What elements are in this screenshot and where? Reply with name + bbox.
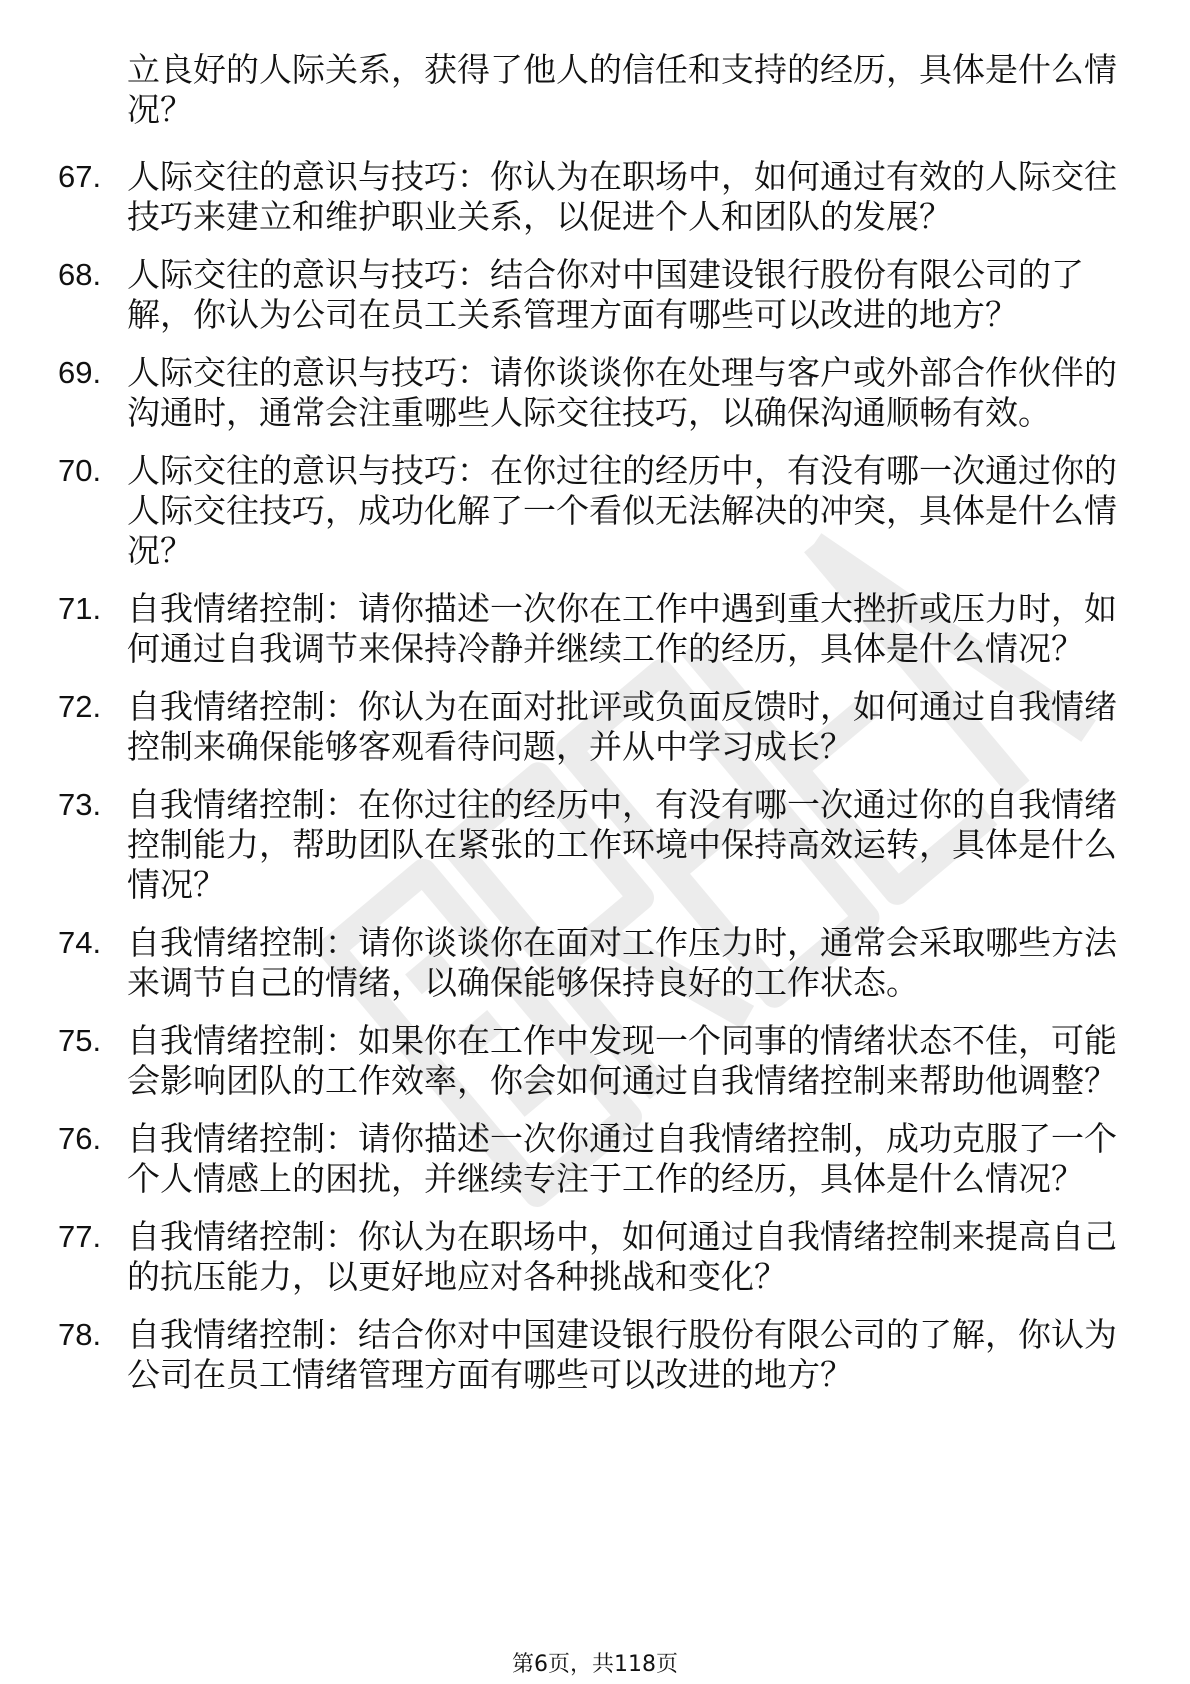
question-item [0, 1021, 1127, 1101]
question-text: 人际交往的意识与技巧：结合你对中国建设银行股份有限公司的了解，你认为公司在员工关系管理方面有哪些可以改进的地方？ [127, 255, 1084, 334]
question-item [0, 923, 1127, 1003]
question-text: 自我情绪控制：你认为在职场中，如何通过自我情绪控制来提高自己的抗压能力，以更好地应对各种挑战和变化？ [127, 1217, 1117, 1296]
question-text: 自我情绪控制：结合你对中国建设银行股份有限公司的了解，你认为公司在员工情绪管理方面有哪些可以改进的地方？ [127, 1315, 1117, 1394]
question-number: 78. [58, 1317, 102, 1352]
question-number: 70. [58, 453, 102, 488]
question-item [0, 785, 1127, 905]
question-item [0, 1119, 1127, 1199]
question-number: 71. [58, 591, 102, 626]
continued-question-text: 立良好的人际关系，获得了他人的信任和支持的经历，具体是什么情况？ [127, 50, 1117, 129]
question-text: 人际交往的意识与技巧：你认为在职场中，如何通过有效的人际交往技巧来建立和维护职业关系，以促进个人和团队的发展？ [127, 157, 1117, 236]
question-item [0, 1315, 1127, 1395]
question-item [0, 451, 1127, 571]
question-item [0, 589, 1127, 669]
question-item [0, 353, 1127, 433]
question-number: 69. [58, 355, 102, 390]
question-number: 75. [58, 1023, 102, 1058]
question-text: 自我情绪控制：请你谈谈你在面对工作压力时，通常会采取哪些方法来调节自己的情绪，以确保能够保持良好的工作状态。 [127, 923, 1117, 1002]
question-item [0, 255, 1127, 335]
question-number: 68. [58, 257, 102, 292]
question-item [0, 157, 1127, 237]
question-item [0, 687, 1127, 767]
question-text: 自我情绪控制：请你描述一次你通过自我情绪控制，成功克服了一个个人情感上的困扰，并继续专注于工作的经历，具体是什么情况？ [127, 1119, 1117, 1198]
question-text: 人际交往的意识与技巧：在你过往的经历中，有没有哪一次通过你的人际交往技巧，成功化解了一个看似无法解决的冲突，具体是什么情况？ [127, 451, 1117, 570]
question-text: 自我情绪控制：如果你在工作中发现一个同事的情绪状态不佳，可能会影响团队的工作效率，你会如何通过自我情绪控制来帮助他调整？ [127, 1021, 1117, 1100]
question-number: 72. [58, 689, 102, 724]
question-text: 自我情绪控制：在你过往的经历中，有没有哪一次通过你的自我情绪控制能力，帮助团队在紧张的工作环境中保持高效运转，具体是什么情况？ [127, 785, 1117, 904]
question-number: 67. [58, 159, 102, 194]
question-number: 77. [58, 1219, 102, 1254]
question-text: 人际交往的意识与技巧：请你谈谈你在处理与客户或外部合作伙伴的沟通时，通常会注重哪些人际交往技巧，以确保沟通顺畅有效。 [127, 353, 1117, 432]
question-text: 自我情绪控制：请你描述一次你在工作中遇到重大挫折或压力时，如何通过自我调节来保持冷静并继续工作的经历，具体是什么情况？ [127, 589, 1117, 668]
question-number: 73. [58, 787, 102, 822]
page-footer: 第6页，共118页 [512, 1652, 678, 1677]
question-number: 74. [58, 925, 102, 960]
question-number: 76. [58, 1121, 102, 1156]
question-text: 自我情绪控制：你认为在面对批评或负面反馈时，如何通过自我情绪控制来确保能够客观看待问题，并从中学习成长？ [127, 687, 1117, 766]
question-list [0, 157, 1190, 1413]
question-item [0, 1217, 1127, 1297]
